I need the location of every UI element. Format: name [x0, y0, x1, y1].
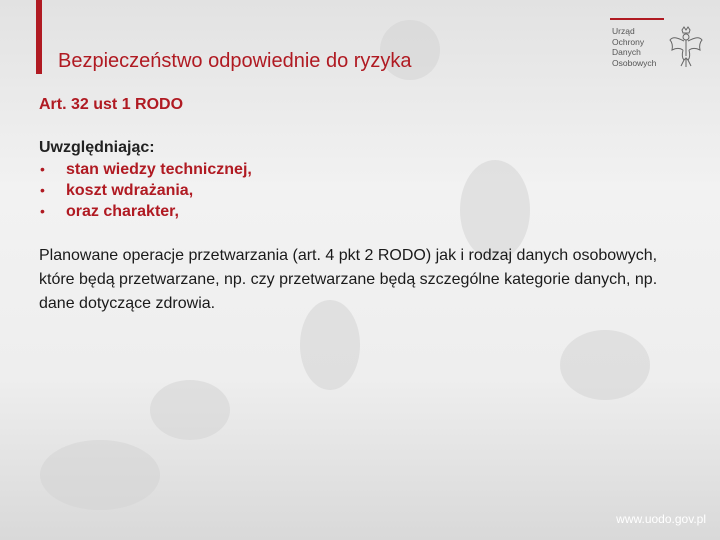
list-item-text: stan wiedzy technicznej,	[66, 161, 252, 178]
body-paragraph: Planowane operacje przetwarzania (art. 4 pkt 2 RODO) jak i rodzaj danych osobowych, które będą przetwarzane, np. czy przetwarzane będą szczególne kategorie danych, np. dane dotyczące zdrowia.	[39, 247, 658, 312]
footer-url: www.uodo.gov.pl	[616, 512, 706, 526]
logo-line: Urząd	[612, 26, 635, 36]
background-figure	[150, 380, 230, 440]
background-figure	[40, 440, 160, 510]
uodo-logo	[606, 14, 710, 74]
list-item	[39, 161, 252, 182]
legal-reference: Art. 32 ust 1 RODO	[39, 96, 184, 113]
logo-line: Ochrony	[612, 36, 645, 47]
bullet-icon: •	[40, 203, 45, 219]
background-figure	[560, 330, 650, 400]
list-heading: Uwzględniając:	[39, 139, 155, 156]
logo-text	[612, 26, 656, 68]
logo-line: Danych	[612, 47, 641, 57]
list-item	[39, 203, 252, 224]
slide-title: Bezpieczeństwo odpowiednie do ryzyka	[58, 50, 412, 72]
criteria-list	[39, 161, 252, 224]
logo-line: Osobowych	[612, 57, 657, 68]
eagle-emblem-icon	[668, 26, 704, 68]
list-item-text: oraz charakter,	[66, 203, 179, 220]
bullet-icon: •	[40, 161, 45, 177]
logo-accent-line	[610, 18, 664, 20]
list-item-text: koszt wdrażania,	[66, 182, 194, 199]
bullet-icon: •	[40, 182, 45, 198]
list-item	[39, 182, 252, 203]
title-accent-bar	[36, 0, 42, 74]
